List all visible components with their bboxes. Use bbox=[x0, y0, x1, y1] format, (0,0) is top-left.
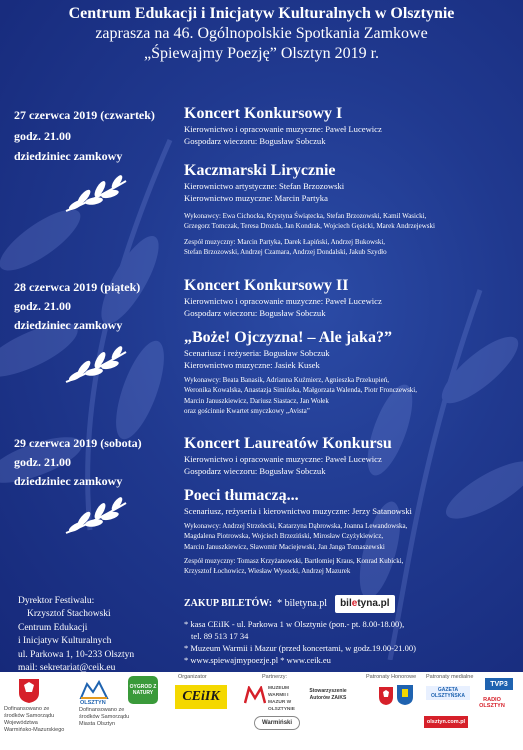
concert-info bbox=[184, 506, 412, 518]
concert-title: Kaczmarski Lirycznie bbox=[184, 162, 336, 179]
director-line: i Inicjatyw Kulturalnych bbox=[18, 636, 112, 647]
honorary-label: Patronaty Honorowe bbox=[366, 674, 417, 680]
header bbox=[0, 4, 523, 64]
tvp3-logo: TVP3 bbox=[485, 678, 513, 690]
concert-title: Koncert Konkursowy II bbox=[184, 277, 349, 294]
day-time: godz. 21.00 bbox=[14, 129, 71, 143]
performers-line: Weronika Kowalska, Anastazja Simińska, Małgorzata Walenda, Piotr Fronczewski, bbox=[184, 386, 417, 395]
museum-logo-icon bbox=[244, 686, 266, 704]
info-line: Kierownictwo muzyczne: Marcin Partyka bbox=[184, 192, 328, 203]
biletyna-logo bbox=[335, 595, 394, 613]
performers bbox=[184, 211, 435, 257]
header-invitation: zaprasza na 46. Ogólnopolskie Spotkania Zamkowe bbox=[95, 25, 428, 42]
info-line: Gospodarz wieczoru: Bogusław Sobczuk bbox=[184, 465, 326, 476]
performers-line: Magdalena Piotrowska, Wojciech Brzeziński, Mirosław Czyżykiewicz, bbox=[184, 532, 384, 541]
band-line: Zespół muzyczny: Tomasz Krzyżanowski, Bartłomiej Kraus, Konrad Kubicki, bbox=[184, 556, 404, 565]
header-organizer: Centrum Edukacji i Inicjatyw Kulturalnych w Olsztynie bbox=[68, 5, 455, 22]
honorary-coat-of-arms-icon bbox=[378, 686, 394, 706]
tickets-line: * Muzeum Warmii i Mazur (przed koncertami, w godz.19.00-21.00) bbox=[184, 643, 416, 653]
day-time: godz. 21.00 bbox=[14, 299, 71, 313]
logo-part: e bbox=[351, 598, 358, 609]
director-line: ul. Parkowa 1, 10-233 Olsztyn bbox=[18, 649, 135, 660]
day-date: 29 czerwca 2019 (sobota) bbox=[14, 436, 142, 450]
festival-director bbox=[18, 595, 134, 672]
concert-title: Poeci tłumaczą... bbox=[184, 487, 299, 504]
info-line: Kierownictwo i opracowanie muzyczne: Paweł Lucewicz bbox=[184, 124, 382, 134]
olive-branch-icon bbox=[62, 497, 132, 537]
museum-logo-text: MUZEUM WARMII I MAZUR W OLSZTYNIE bbox=[268, 686, 295, 712]
radio-olsztyn-logo: RADIO OLSZTYN bbox=[479, 697, 505, 709]
concert-info bbox=[184, 348, 330, 372]
day-place: dziedziniec zamkowy bbox=[14, 318, 123, 332]
performers-line: Marcin Januszkiewicz, Sławomir Maciejewski, Jan Janga Tomaszewski bbox=[184, 542, 385, 551]
info-line: Scenariusz i reżyseria: Bogusław Sobczuk bbox=[184, 348, 330, 358]
olsztyn-logo-icon bbox=[79, 678, 109, 700]
concert-info bbox=[184, 181, 344, 205]
day-place: dziedziniec zamkowy bbox=[14, 474, 123, 488]
olsztyn-honorary-icon bbox=[396, 684, 414, 706]
performers bbox=[184, 521, 407, 576]
funding-text: Dofinansowano ze środków Samorządu Województwa Warmińsko-Mazurskiego bbox=[4, 706, 65, 733]
sponsor-footer bbox=[0, 672, 523, 750]
day-date: 27 czerwca 2019 (czwartek) bbox=[14, 108, 155, 122]
info-line: Scenariusz, reżyseria i kierownictwo muzyczne: Jerzy Satanowski bbox=[184, 506, 412, 516]
media-label: Patronaty medialne bbox=[426, 674, 474, 680]
info-line: Kierownictwo artystyczne: Stefan Brzozowski bbox=[184, 181, 345, 191]
info-line: Gospodarz wieczoru: Bogusław Sobczuk bbox=[184, 307, 326, 318]
day-3-details bbox=[14, 435, 142, 490]
concert-info bbox=[184, 124, 382, 148]
day-time: godz. 21.00 bbox=[14, 455, 71, 469]
band-line: Zespół muzyczny: Marcin Partyka, Darek Łapiński, Andrzej Bukowski, bbox=[184, 237, 386, 246]
day-2-details bbox=[14, 279, 140, 334]
info-line: Kierownictwo i opracowanie muzyczne: Paweł Lucewicz bbox=[184, 296, 382, 306]
olive-branch-icon bbox=[62, 346, 132, 386]
director-line: Centrum Edukacji bbox=[18, 622, 88, 633]
info-line: Gospodarz wieczoru: Bogusław Sobczuk bbox=[184, 135, 326, 146]
tickets-site-link[interactable]: * biletyna.pl bbox=[277, 598, 328, 609]
performers-line: Wykonawcy: Beata Banasik, Adrianna Kuźmierz, Agnieszka Przekupień, bbox=[184, 376, 390, 384]
olsztyn-com-logo: olsztyn.com.pl bbox=[424, 716, 468, 728]
olive-branch-icon bbox=[62, 175, 132, 215]
tickets-line[interactable]: * www.spiewajmypoezje.pl * www.ceik.eu bbox=[184, 655, 331, 665]
concert-info bbox=[184, 296, 382, 320]
performers bbox=[184, 375, 417, 416]
info-line: Kierownictwo i opracowanie muzyczne: Paweł Lucewicz bbox=[184, 454, 382, 464]
warminski-logo: Warmiński bbox=[254, 716, 300, 730]
funding-text: Dofinansowano ze środków Samorządu Miasta Olsztyn bbox=[79, 707, 130, 727]
partners-label: Partnerzy: bbox=[262, 674, 288, 680]
logo-part: bil bbox=[340, 598, 352, 609]
organizer-label: Organizator bbox=[178, 674, 207, 680]
concert-title: „Boże! Ojczyzna! – Ale jaka?” bbox=[184, 329, 392, 346]
warmia-mazury-coat-of-arms-icon bbox=[18, 678, 40, 704]
concert-info bbox=[184, 454, 382, 478]
gazeta-olsztynska-logo: GAZETA OLSZTYŃSKA bbox=[426, 686, 470, 700]
olsztyn-logo-text: OLSZTYN bbox=[80, 700, 106, 706]
band-line: Stefan Brzozowski, Andrzej Czamara, Andrzej Dondalski, Jakub Szydło bbox=[184, 247, 387, 256]
performers-line: Wykonawcy: Andrzej Strzelecki, Katarzyna Dąbrowska, Joanna Lewandowska, bbox=[184, 522, 408, 530]
performers-line: Wykonawcy: Ewa Cichocka, Krystyna Świątecka, Stefan Brzozowski, Kamil Wasicki, bbox=[184, 212, 427, 220]
director-line: Krzysztof Stachowski bbox=[27, 609, 111, 620]
day-1-details bbox=[14, 107, 155, 165]
header-festival-name: „Śpiewajmy Poezję” Olsztyn 2019 r. bbox=[143, 45, 380, 62]
day-place: dziedziniec zamkowy bbox=[14, 149, 123, 163]
ceik-logo: CEiIK bbox=[175, 685, 227, 709]
director-line: mail: sekretariat@ceik.eu bbox=[18, 663, 116, 672]
performers-line: oraz gościnnie Kwartet smyczkowy „Avista” bbox=[184, 406, 310, 415]
band-line: Krzysztof Łochowicz, Wiesław Wysocki, Andrzej Mazurek bbox=[184, 567, 351, 576]
day-date: 28 czerwca 2019 (piątek) bbox=[14, 280, 141, 294]
mazury-logo: OYGROD Z NATURY bbox=[128, 676, 158, 704]
zaiks-logo: Stowarzyszenie Autorów ZAiKS bbox=[309, 688, 347, 701]
performers-line: Marcin Januszkiewicz, Dariusz Siastacz, Jan Wołek bbox=[184, 396, 329, 405]
performers-line: Grzegorz Tomczak, Teresa Drozda, Jan Kondrak, Wojciech Gęsicki, Marek Andrzejewski bbox=[184, 222, 435, 231]
concert-title: Koncert Laureatów Konkursu bbox=[184, 435, 392, 452]
info-line: Kierownictwo muzyczne: Jasiek Kusek bbox=[184, 359, 320, 370]
logo-part: tyna.pl bbox=[357, 598, 390, 609]
director-line: Dyrektor Festiwalu: bbox=[18, 596, 95, 606]
tickets-label: ZAKUP BILETÓW: bbox=[184, 598, 273, 609]
concert-title: Koncert Konkursowy I bbox=[184, 105, 343, 122]
tickets-line: tel. 89 513 17 34 bbox=[191, 631, 249, 641]
tickets-line: * kasa CEiIK - ul. Parkowa 1 w Olsztynie (pon.- pt. 8.00-18.00), bbox=[184, 619, 405, 629]
tickets-header bbox=[184, 595, 514, 613]
tickets-section bbox=[184, 595, 514, 666]
